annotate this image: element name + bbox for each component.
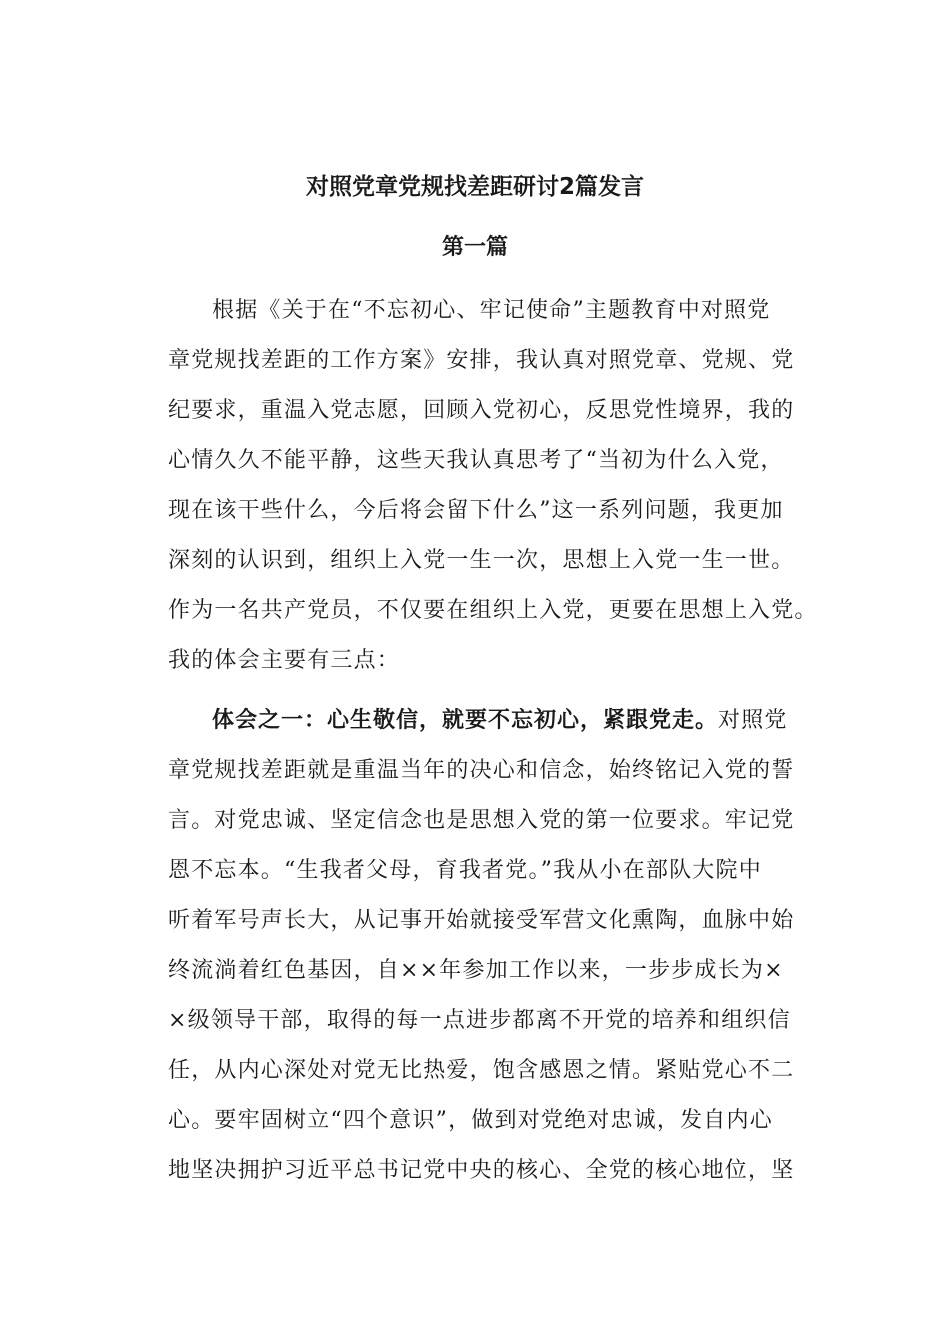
text-line: 纪要求，重温入党志愿，回顾入党初心，反思党性境界，我的 (168, 398, 795, 423)
text-line: 终流淌着红色基因，自××年参加工作以来，一步步成长为× (168, 958, 784, 983)
text-line: 心。要牢固树立“四个意识”，做到对党绝对忠诚，发自内心 (168, 1108, 773, 1133)
text-line: 深刻的认识到，组织上入党一生一次，思想上入党一生一世。 (168, 548, 795, 573)
text-line: ×级领导干部，取得的每一点进步都离不开党的培养和组织信 (168, 1008, 791, 1033)
text-line: 作为一名共产党员，不仅要在组织上入党，更要在思想上入党。 (168, 598, 818, 623)
text-line: 恩不忘本。“生我者父母，育我者党。”我从小在部队大院中 (168, 858, 762, 883)
paragraph-heading-continuation: 对照党 (718, 708, 788, 733)
text-line: 章党规找差距的工作方案》安排，我认真对照党章、党规、党 (168, 348, 795, 373)
text-line: 根据《关于在“不忘初心、牢记使命”主题教育中对照党 (212, 298, 771, 323)
document-subtitle: 第一篇 (441, 235, 508, 260)
paragraph-2 (168, 696, 795, 1196)
paragraph-heading: 体会之一：心生敬信，就要不忘初心，紧跟党走。 (212, 708, 719, 733)
document-title: 对照党章党规找差距研讨2篇发言 (305, 174, 644, 200)
text-line: 章党规找差距就是重温当年的决心和信念，始终铭记入党的誓 (168, 758, 795, 783)
text-line: 心情久久不能平静，这些天我认真思考了“当初为什么入党， (168, 448, 784, 473)
text-line: 听着军号声长大，从记事开始就接受军营文化熏陶，血脉中始 (168, 908, 795, 933)
text-line: 言。对党忠诚、坚定信念也是思想入党的第一位要求。牢记党 (168, 808, 795, 833)
paragraph-1 (168, 286, 818, 686)
text-line: 我的体会主要有三点： (168, 648, 401, 673)
text-line: 任，从内心深处对党无比热爱，饱含感恩之情。紧贴党心不二 (168, 1058, 795, 1083)
text-line: 现在该干些什么，今后将会留下什么”这一系列问题，我更加 (168, 498, 784, 523)
text-line (168, 696, 788, 746)
text-line: 地坚决拥护习近平总书记党中央的核心、全党的核心地位，坚 (168, 1158, 795, 1183)
